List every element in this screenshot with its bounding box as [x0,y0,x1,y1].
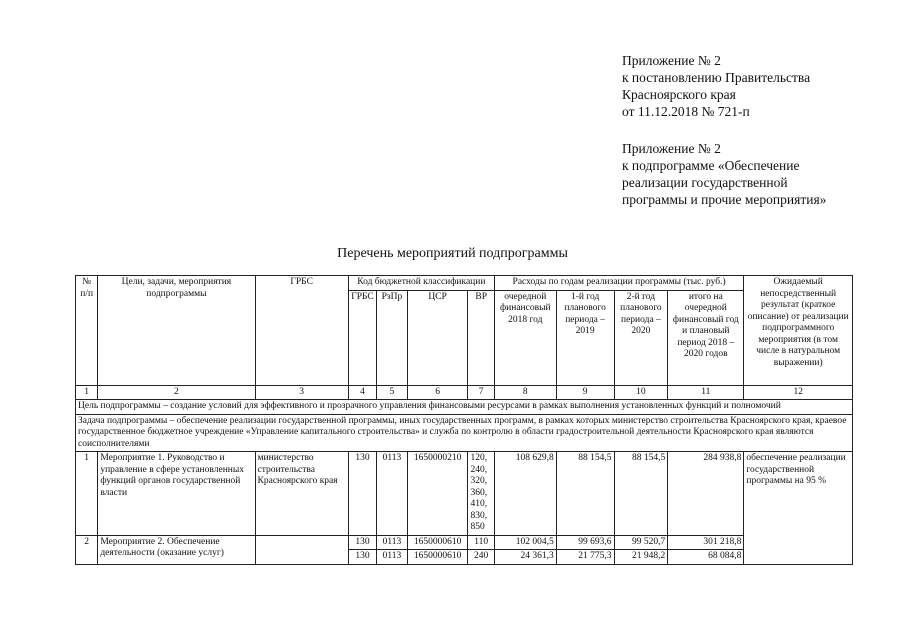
grbs-name: министерство строительства Красноярского края [255,452,348,536]
code-grbs: 130 [348,535,376,550]
header-result: Ожидаемый непосредственный результат (краткое описание) от реализации подпрограммного мероприятия (в том числе в натуральном выражении) [744,276,853,386]
column-number: 8 [494,385,556,400]
column-number: 1 [76,385,98,400]
appendix-line: к подпрограмме «Обеспечение [622,158,800,173]
subprogram-task: Задача подпрограммы – обеспечение реализации государственной программы, иных государственных программ, в рамках которых министерство строительства Красноярского края, краевое государственное бюджетное учреждение «Управление капитального строительства» и служба по контролю в области градостроительной деятельности Красноярского края являются соисполнителями [76,414,853,452]
code-rzpr: 0113 [377,452,407,536]
subprogram-goal: Цель подпрограммы – создание условий для эффективного и прозрачного управления финансовыми ресурсами в рамках выполнения установленных функций и полномочий [76,400,853,415]
column-number: 10 [614,385,668,400]
header-year-total: итого на очередной финансовый год и плановый период 2018 – 2020 годов [668,290,744,385]
code-csr: 1650000210 [407,452,468,536]
code-vr: 120, [470,453,488,463]
column-number: 2 [98,385,255,400]
column-number: 11 [668,385,744,400]
column-number: 12 [744,385,853,400]
grbs-name [255,535,348,564]
header-year-2019: 1-й год планового периода – 2019 [556,290,614,385]
expense-2019: 21 775,3 [556,550,614,565]
header-expenses: Расходы по годам реализации программы (тыс. руб.) [494,276,744,291]
code-vr: 360, [470,487,488,498]
header-code-vr: ВР [468,290,494,385]
expense-2019: 99 693,6 [556,535,614,550]
appendix-resolution-header [622,52,810,120]
header-num: № п/п [76,276,98,386]
task-row [76,414,853,452]
header-year-2020: 2-й год планового периода – 2020 [614,290,668,385]
activity-name: Мероприятие 2. Обеспечение деятельности (оказание услуг) [98,535,255,564]
column-number: 5 [377,385,407,400]
goal-row [76,400,853,415]
appendix-line: Приложение № 2 [622,53,721,68]
header-code-rzpr: РзПр [377,290,407,385]
column-number: 6 [407,385,468,400]
appendix-line: программы и прочие мероприятия» [622,192,827,207]
code-grbs: 130 [348,452,376,536]
activity-row [76,535,853,550]
document-title: Перечень мероприятий подпрограммы [337,246,568,261]
header-grbs: ГРБС [255,276,348,386]
appendix-subprogram-header [622,140,826,208]
appendix-line: Красноярского края [622,87,736,102]
expense-total: 301 218,8 [668,535,744,550]
code-vr: 410, [470,499,488,509]
header-year-2018: очередной финансовый 2018 год [494,290,556,385]
expense-2018: 102 004,5 [494,535,556,550]
code-vr: 320, [470,476,488,486]
column-number: 7 [468,385,494,400]
code-grbs: 130 [348,550,376,565]
expense-2019: 88 154,5 [556,452,614,536]
code-vr: 110 [468,535,494,550]
column-number: 4 [348,385,376,400]
header-code-csr: ЦСР [407,290,468,385]
appendix-line: к постановлению Правительства [622,70,811,85]
expense-2020: 88 154,5 [614,452,668,536]
expense-total: 68 084,8 [668,550,744,565]
header-budget-code: Код бюджетной классификации [348,276,494,291]
code-csr: 1650000610 [407,535,468,550]
row-num: 2 [76,535,98,564]
expense-2018: 108 629,8 [494,452,556,536]
expense-2020: 21 948,2 [614,550,668,565]
expense-2018: 24 361,3 [494,550,556,565]
code-vr: 850 [470,522,485,532]
row-num: 1 [76,452,98,536]
code-vr: 240, [470,464,488,475]
appendix-line: Приложение № 2 [622,141,721,156]
code-rzpr: 0113 [377,550,407,565]
code-rzpr: 0113 [377,535,407,550]
expense-total: 284 938,8 [668,452,744,536]
appendix-line: от 11.12.2018 № 721-п [622,104,750,119]
column-number: 3 [255,385,348,400]
expense-2020: 99 520,7 [614,535,668,550]
code-vr: 830, [470,510,488,521]
expected-result: обеспечение реализации государственной программы на 95 % [744,452,853,565]
code-csr: 1650000610 [407,550,468,565]
activities-table [75,275,853,565]
code-vr-list [468,452,494,536]
header-goals: Цели, задачи, мероприятия подпрограммы [98,276,255,386]
column-number: 9 [556,385,614,400]
header-code-grbs: ГРБС [348,290,376,385]
activity-name: Мероприятие 1. Руководство и управление в сфере установленных функций органов государственной власти [98,452,255,536]
activity-row [76,452,853,536]
code-vr: 240 [468,550,494,565]
column-number-row [76,385,853,400]
appendix-line: реализации государственной [622,175,788,190]
